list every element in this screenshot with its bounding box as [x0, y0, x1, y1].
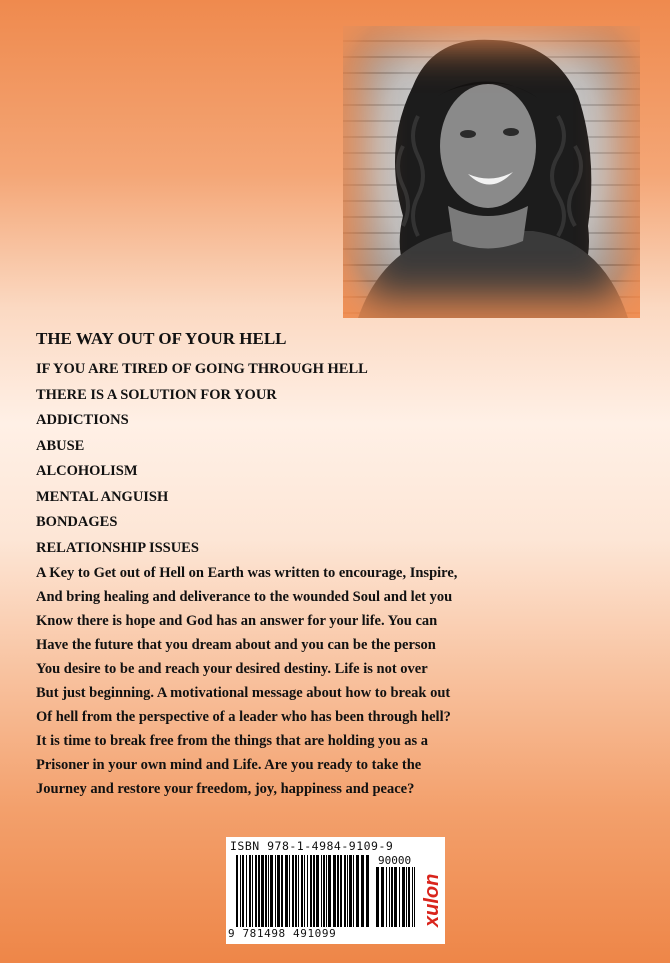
list-item: MENTAL ANGUISH [36, 488, 169, 505]
addon-barcode-bars [376, 867, 418, 927]
paragraph-line: Prisoner in your own mind and Life. Are you ready to take the [36, 757, 422, 773]
list-item: ADDICTIONS [36, 412, 129, 428]
back-cover-text [36, 328, 636, 801]
list-item: RELATIONSHIP ISSUES [36, 539, 199, 556]
list-item: IF YOU ARE TIRED OF GOING THROUGH HELL [36, 361, 368, 377]
paragraph-line: You desire to be and reach your desired destiny. Life is not over [36, 661, 428, 677]
paragraph-line: Journey and restore your freedom, joy, happiness and peace? [36, 781, 415, 797]
svg-text:xulon: xulon [421, 873, 443, 927]
xulon-logo-icon [421, 853, 443, 929]
issue-list [36, 357, 636, 561]
paragraph-line: And bring healing and deliverance to the wounded Soul and let you [36, 589, 453, 605]
paragraph-line: Of hell from the perspective of a leader who has been through hell? [36, 709, 451, 725]
paragraph-line: Know there is hope and God has an answer for your life. You can [36, 613, 438, 629]
barcode-bars [236, 855, 372, 927]
isbn-barcode [226, 837, 445, 944]
paragraph-line: A Key to Get out of Hell on Earth was written to encourage, Inspire, [36, 565, 458, 581]
list-item: THERE IS A SOLUTION FOR YOUR [36, 386, 277, 403]
author-photo [343, 26, 640, 318]
paragraph-line: Have the future that you dream about and you can be the person [36, 637, 436, 653]
list-item: BONDAGES [36, 514, 118, 530]
isbn-number: ISBN 978-1-4984-9109-9 [230, 839, 394, 853]
list-item: ABUSE [36, 437, 85, 454]
description-paragraph [36, 561, 636, 801]
paragraph-line: It is time to break free from the things that are holding you as a [36, 733, 429, 749]
price-code: 90000 [378, 854, 412, 867]
photo-vignette [343, 26, 640, 318]
paragraph-line: But just beginning. A motivational message about how to break out [36, 685, 451, 701]
list-item: ALCOHOLISM [36, 463, 138, 479]
book-heading: THE WAY OUT OF YOUR HELL [36, 329, 287, 348]
ean-number: 9 781498 491099 [228, 927, 337, 940]
